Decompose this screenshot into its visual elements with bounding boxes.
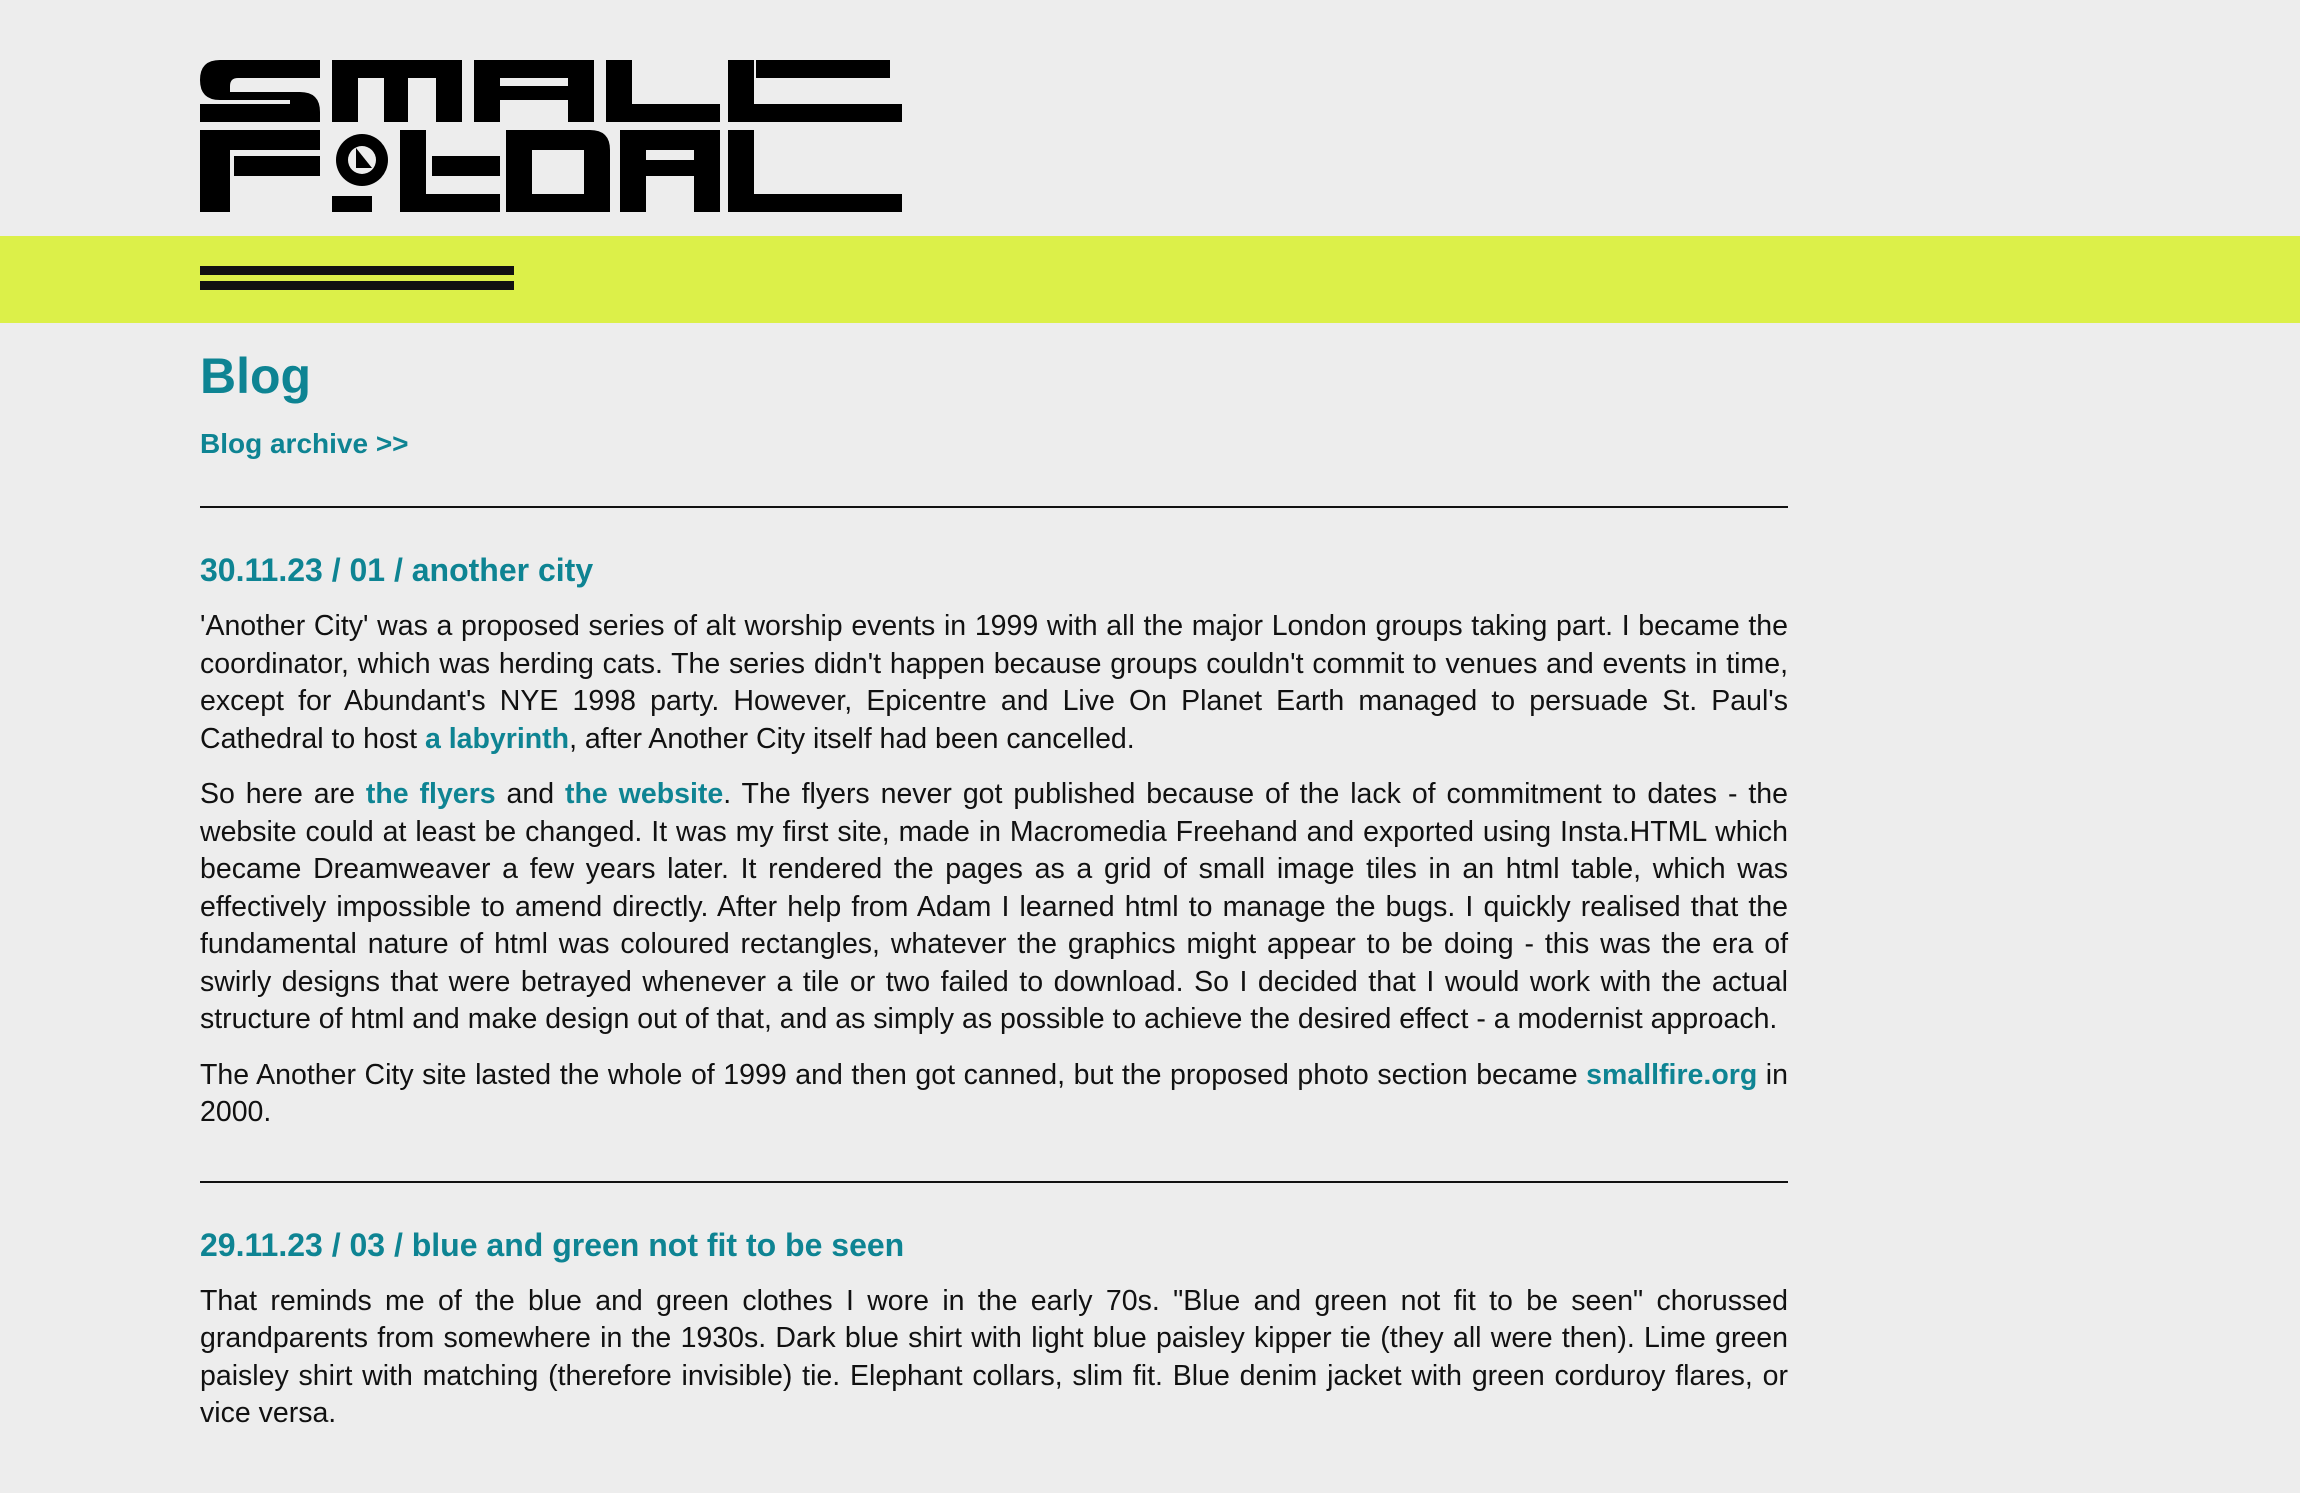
paragraph-text: The Another City site lasted the whole of 1999 and then got canned, but the proposed photo section became [200,1058,1587,1091]
page-title: Blog [200,348,312,404]
post-paragraph: That reminds me of the blue and green clothes I wore in the early 70s. "Blue and green not fit to be seen" chorussed grandparents from somewhere in the 1930s. Dark blue shirt with light blue paisley kipper tie (they all were then). Lime green paisley shirt with matching (therefore invisible) tie. Elephant collars, slim fit. Blue denim jacket with green corduroy flares, or vice versa. [200,1284,1788,1429]
menu-icon[interactable] [200,266,514,296]
post-paragraph [200,776,1788,1039]
paragraph-text: . The flyers never got published because of the lack of commitment to dates - the website could at least be changed. It was my first site, made in Macromedia Freehand and exported using Insta.HTML which became Dreamweaver a few years later. It rendered the pages as a grid of small image tiles in an html table, which was effectively impossible to amend directly. After help from Adam I learned html to manage the bugs. I quickly realised that the fundamental nature of html was coloured rectangles, whatever the graphics might appear to be doing - this was the era of swirly designs that were betrayed whenever a tile or two failed to download. So I decided that I would work with the actual structure of html and make design out of that, and as simply as possible to achieve the desired effect - a modernist approach. [200,778,1788,1035]
divider [200,506,1788,508]
post-paragraph [200,608,1788,758]
post-paragraph [200,1057,1788,1132]
paragraph-text: and [495,778,566,810]
post-title: 29.11.23 / 03 / blue and green not fit to be seen [200,1226,905,1263]
logo-graphic [200,60,902,215]
post-title: 30.11.23 / 01 / another city [200,552,594,588]
website-link[interactable]: the website [565,778,724,810]
paragraph-text: 'Another City' was a proposed series of alt worship events in 1999 with all the major London groups taking part. I became the coordinator, which was herding cats. The series didn't happen because groups couldn't commit to venues and events in time, except for Abundant's NYE 1998 party. However, Epicentre and Live On Planet Earth managed to persuade St. Paul's Cathedral to host [200,610,1788,755]
blog-post [200,550,1788,1132]
site-logo[interactable] [200,60,902,220]
paragraph-text: So here are [200,778,366,810]
flyers-link[interactable]: the flyers [365,778,496,810]
labyrinth-link[interactable]: a labyrinth [424,722,570,755]
paragraph-text: in 2000. [200,1058,1788,1128]
main-content [200,338,1788,1433]
divider [200,1181,1788,1183]
paragraph-text: , after Another City itself had been cancelled. [569,722,1135,755]
blog-post [200,1225,1788,1433]
menu-line [200,266,514,275]
blog-archive-link[interactable]: Blog archive >> [200,428,409,459]
site-header [0,0,2300,236]
smallfire-link[interactable]: smallfire.org [1586,1058,1758,1091]
menu-line [200,281,514,290]
